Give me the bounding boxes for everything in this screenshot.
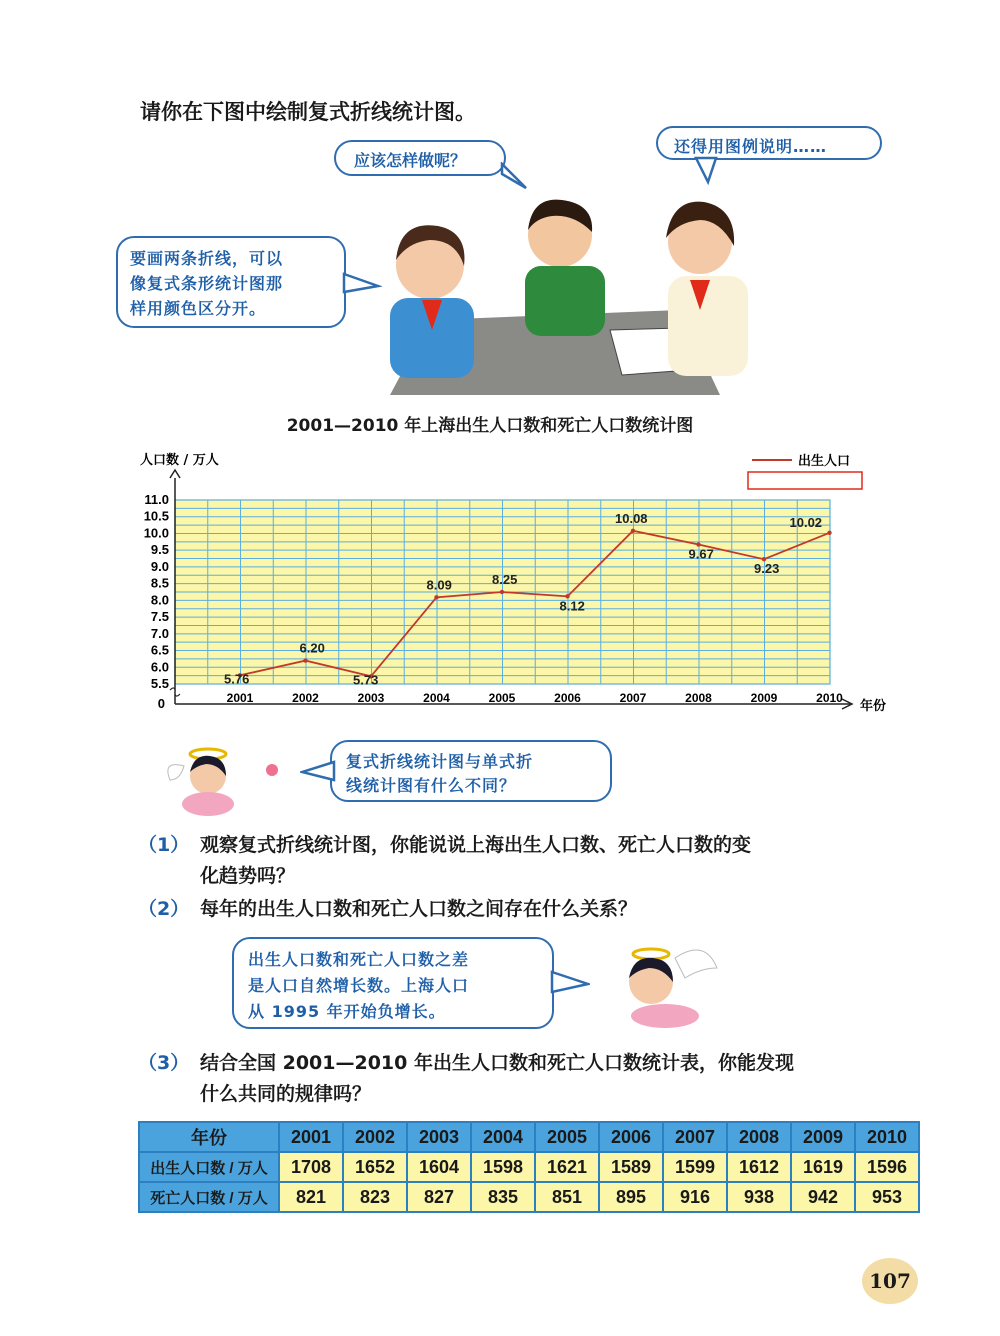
question-text: 每年的出生人口数和死亡人口数之间存在什么关系？ [200,898,638,920]
legend-empty-box [748,472,862,489]
x-tick-label: 2004 [423,691,450,705]
y-axis-title: 人口数 / 万人 [140,453,219,468]
line-chart [130,442,910,722]
data-label: 10.02 [789,514,823,530]
table-cell: 1604 [407,1152,471,1182]
data-label: 6.20 [299,640,325,656]
table-cell: 1619 [791,1152,855,1182]
data-point [434,595,438,599]
speech-bubble-question [334,140,506,176]
x-tick-label: 2009 [750,691,778,705]
table-cell: 2004 [471,1122,535,1152]
angel-illustration [605,938,725,1034]
bubble-text: 还得用图例说明…… [674,137,828,156]
data-label: 9.23 [754,561,780,577]
question-1 [138,830,938,894]
angel-illustration [160,740,290,820]
y-tick-label: 6.5 [150,642,169,658]
data-label: 8.25 [492,572,518,587]
bubble-tail [300,760,336,784]
data-label: 5.76 [224,671,250,687]
table-cell: 1612 [727,1152,791,1182]
origin-label: 0 [157,696,165,711]
page-number: 107 [862,1258,918,1304]
table-row-label: 死亡人口数 / 万人 [139,1182,279,1212]
instruction-text: 请你在下图中绘制复式折线统计图。 [140,100,476,124]
y-tick-label: 8.5 [150,575,169,591]
y-tick-label: 10.0 [143,525,169,541]
question-number: （2） [138,898,190,920]
table-cell: 1596 [855,1152,919,1182]
legend-label: 出生人口 [798,454,851,469]
table-cell: 1598 [471,1152,535,1182]
table-cell: 1708 [279,1152,343,1182]
y-tick-label: 5.5 [150,676,169,691]
y-tick-label: 11.0 [144,492,169,507]
table-cell: 895 [599,1182,663,1212]
data-label: 9.67 [688,546,714,562]
table-cell: 827 [407,1182,471,1212]
y-tick-label: 6.0 [150,659,169,675]
table-header-year: 年份 [139,1122,279,1152]
x-tick-label: 2003 [357,691,385,705]
question-text: 什么共同的规律吗？ [200,1083,372,1105]
bubble-line: 复式折线统计图与单式折 [346,752,534,771]
table-cell: 1589 [599,1152,663,1182]
bubble-line: 出生人口数和死亡人口数之差 [248,950,470,969]
bubble-tail [550,970,590,996]
table-cell: 942 [791,1182,855,1212]
table-cell: 2003 [407,1122,471,1152]
table-cell: 1621 [535,1152,599,1182]
speech-bubble-legend [656,126,882,160]
question-2 [138,894,938,926]
table-cell: 1652 [343,1152,407,1182]
y-tick-label: 9.5 [150,542,169,558]
x-tick-label: 2006 [554,691,581,705]
chart-title: 2001—2010 年上海出生人口数和死亡人口数统计图 [286,416,694,436]
speech-bubble-comparison [330,740,612,802]
data-label: 5.73 [353,672,379,688]
bubble-line: 是人口自然增长数。上海人口 [248,976,470,995]
table-cell: 821 [279,1182,343,1212]
x-tick-label: 2002 [292,691,319,705]
x-tick-label: 2005 [488,691,516,705]
table-cell: 823 [343,1182,407,1212]
y-tick-label: 8.0 [150,592,169,608]
speech-bubble-two-lines [116,236,346,328]
data-label: 10.08 [615,510,648,526]
bubble-line: 线统计图有什么不同？ [346,776,517,795]
question-text: 观察复式折线统计图，你能说说上海出生人口数、死亡人口数的变 [200,834,752,856]
speech-bubble-natural-growth [232,937,554,1029]
table-cell: 851 [535,1182,599,1212]
question-text: 结合全国 2001—2010 年出生人口数和死亡人口数统计表，你能发现 [200,1052,794,1074]
table-cell: 953 [855,1182,919,1212]
table-cell: 2001 [279,1122,343,1152]
bubble-text: 应该怎样做呢？ [354,151,467,170]
table-cell: 2008 [727,1122,791,1152]
x-tick-label: 2008 [685,691,712,705]
axis-break [170,688,180,696]
table-cell: 916 [663,1182,727,1212]
children-illustration [360,180,760,400]
x-tick-label: 2001 [226,691,254,705]
table-cell: 1599 [663,1152,727,1182]
bubble-line: 样用颜色区分开。 [130,299,267,318]
table-cell: 2005 [535,1122,599,1152]
bubble-line: 像复式条形统计图那 [130,274,284,293]
question-text: 化趋势吗？ [200,865,296,887]
x-tick-label: 2010 [816,691,843,705]
population-table [138,1121,920,1213]
data-point [500,590,504,594]
table-cell: 938 [727,1182,791,1212]
x-axis-title: 年份 [860,699,887,714]
table-cell: 2002 [343,1122,407,1152]
data-point [827,531,831,535]
data-point [631,529,635,533]
table-cell: 2009 [791,1122,855,1152]
question-3 [138,1048,938,1112]
data-point [303,658,307,662]
y-tick-label: 7.5 [150,609,169,625]
table-header-row [139,1122,919,1152]
table-row [139,1182,919,1212]
question-number: （3） [138,1052,190,1074]
data-label: 8.09 [426,577,452,593]
question-number: （1） [138,834,190,856]
table-cell: 2006 [599,1122,663,1152]
table-cell: 2010 [855,1122,919,1152]
y-tick-label: 10.5 [143,508,169,524]
chart-legend [748,453,862,489]
data-label: 8.12 [559,598,585,614]
table-row-label: 出生人口数 / 万人 [139,1152,279,1182]
bubble-line: 从 1995 年开始负增长。 [248,1002,446,1021]
table-cell: 2007 [663,1122,727,1152]
table-cell: 835 [471,1182,535,1212]
y-tick-label: 7.0 [150,625,169,641]
table-row [139,1152,919,1182]
y-tick-label: 9.0 [150,558,169,574]
bubble-line: 要画两条折线，可以 [130,249,284,268]
y-axis-arrow [170,470,180,478]
x-tick-label: 2007 [619,691,647,705]
